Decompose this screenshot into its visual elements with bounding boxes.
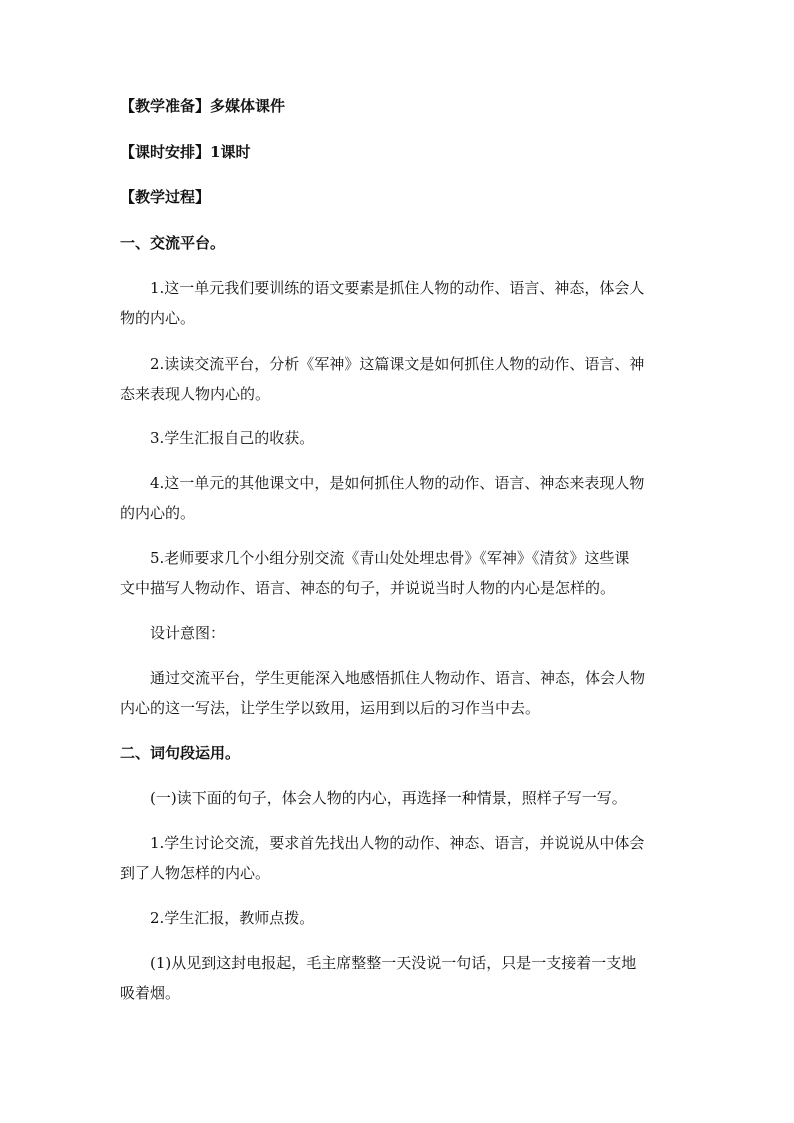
paragraph-line: 内心的这一写法，让学生学以致用，运用到以后的习作当中去。 bbox=[120, 699, 541, 717]
paragraph-line: 1.学生讨论交流，要求首先找出人物的动作、神态、语言，并说说从中体会 bbox=[150, 834, 645, 852]
class-schedule: 【课时安排】1课时 bbox=[120, 143, 251, 161]
paragraph-line: 态来表现人物内心的。 bbox=[120, 385, 271, 403]
paragraph-line: 文中描写人物动作、语言、神态的句子，并说说当时人物的内心是怎样的。 bbox=[120, 579, 616, 597]
section-heading-exchange: 一、交流平台。 bbox=[120, 234, 226, 252]
paragraph-line: 1.这一单元我们要训练的语文要素是抓住人物的动作、语言、神态，体会人 bbox=[150, 279, 645, 297]
paragraph-line: 物的内心。 bbox=[120, 309, 196, 327]
paragraph-line: 的内心的。 bbox=[120, 504, 196, 522]
paragraph-line: 4.这一单元的其他课文中，是如何抓住人物的动作、语言、神态来表现人物 bbox=[150, 474, 645, 492]
teaching-prep: 【教学准备】多媒体课件 bbox=[120, 97, 286, 115]
paragraph-line: 2.读读交流平台，分析《军神》这篇课文是如何抓住人物的动作、语言、神 bbox=[150, 355, 645, 373]
paragraph-line: 通过交流平台，学生更能深入地感悟抓住人物动作、语言、神态，体会人物 bbox=[150, 669, 646, 687]
paragraph-line: 到了人物怎样的内心。 bbox=[120, 864, 271, 882]
section-heading-usage: 二、词句段运用。 bbox=[120, 744, 241, 762]
design-intent-label: 设计意图： bbox=[150, 624, 226, 642]
paragraph-line: 3.学生汇报自己的收获。 bbox=[150, 429, 315, 447]
paragraph-line: 吸着烟。 bbox=[120, 984, 181, 1002]
paragraph-line: (一)读下面的句子，体会人物的内心，再选择一种情景，照样子写一写。 bbox=[150, 789, 627, 807]
paragraph-line: 2.学生汇报，教师点拨。 bbox=[150, 909, 315, 927]
teaching-process-heading: 【教学过程】 bbox=[120, 188, 211, 206]
paragraph-line: (1)从见到这封电报起，毛主席整整一天没说一句话，只是一支接着一支地 bbox=[150, 954, 637, 972]
paragraph-line: 5.老师要求几个小组分别交流《青山处处埋忠骨》《军神》《清贫》这些课 bbox=[150, 549, 630, 567]
